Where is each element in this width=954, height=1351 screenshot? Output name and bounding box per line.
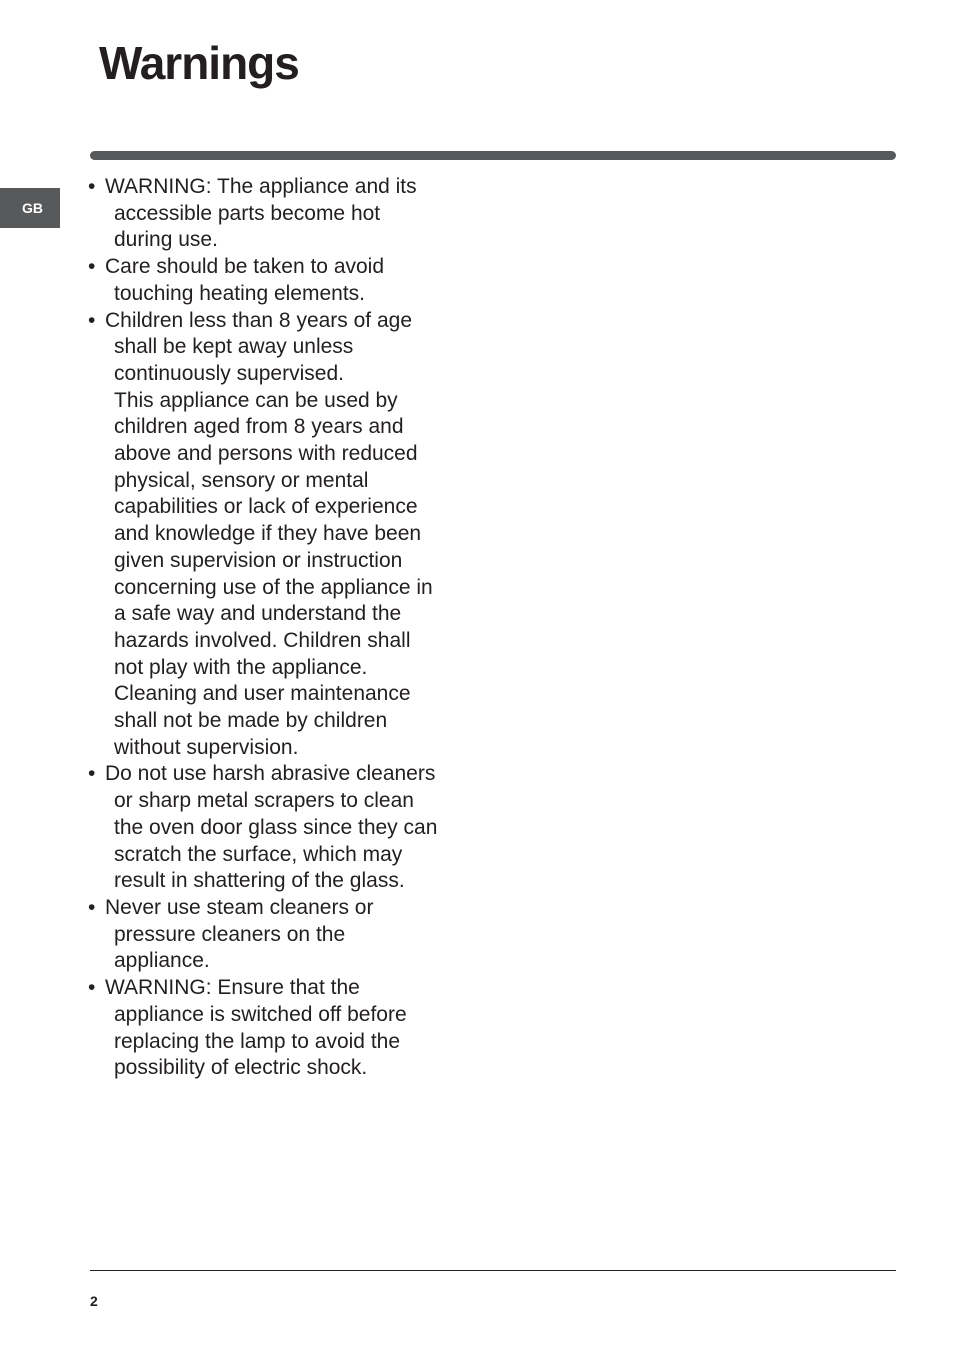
bullet-icon: • [88, 175, 96, 198]
bullet-icon: • [88, 255, 96, 279]
warning-line: replacing the lamp to avoid the [114, 1029, 401, 1053]
warning-item [88, 895, 468, 975]
warning-line: or sharp metal scrapers to clean [114, 789, 414, 813]
footer-divider [90, 1270, 896, 1271]
bullet-icon: • [88, 762, 96, 786]
warning-line: a safe way and understand the [114, 602, 402, 626]
warning-line: WARNING: The appliance and its [105, 175, 417, 198]
page-number: 2 [90, 1293, 98, 1309]
warning-line: WARNING: Ensure that the [105, 976, 360, 1000]
warning-line: without supervision. [114, 735, 299, 759]
warning-line: children aged from 8 years and [114, 415, 404, 439]
warnings-list [88, 174, 468, 1082]
warning-line: Children less than 8 years of age [105, 308, 413, 332]
warning-line: pressure cleaners on the [114, 922, 346, 946]
warning-line: the oven door glass since they can [114, 815, 438, 839]
bullet-icon: • [88, 895, 96, 919]
warning-line: appliance. [114, 949, 210, 973]
warning-line: accessible parts become hot [114, 201, 381, 225]
warning-line: shall be kept away unless [114, 335, 354, 359]
warning-line: scratch the surface, which may [114, 842, 403, 866]
warning-line: appliance is switched off before [114, 1002, 407, 1026]
warning-item [88, 761, 468, 895]
warning-line: Never use steam cleaners or [105, 895, 374, 919]
warning-line: above and persons with reduced [114, 442, 418, 466]
warning-line: Do not use harsh abrasive cleaners [105, 762, 436, 786]
warning-item [88, 174, 468, 254]
warning-line: Cleaning and user maintenance [114, 682, 411, 706]
warning-item [88, 975, 468, 1082]
language-tab: GB [0, 188, 60, 228]
warning-line: touching heating elements. [114, 281, 366, 305]
warning-line: capabilities or lack of experience [114, 495, 418, 519]
warning-line: concerning use of the appliance in [114, 575, 433, 599]
page-title: Warnings [99, 37, 299, 89]
warning-item [88, 254, 468, 307]
warning-line: hazards involved. Children shall [114, 628, 411, 652]
warning-line: not play with the appliance. [114, 655, 368, 679]
warning-item [88, 308, 468, 762]
warning-line: result in shattering of the glass. [114, 869, 405, 893]
header-divider [90, 151, 896, 160]
warning-line: during use. [114, 228, 218, 252]
warning-line: and knowledge if they have been [114, 522, 422, 546]
warning-line: shall not be made by children [114, 709, 388, 733]
warning-line: physical, sensory or mental [114, 468, 369, 492]
warning-line: This appliance can be used by [114, 388, 398, 412]
bullet-icon: • [88, 976, 96, 1000]
warning-line: possibility of electric shock. [114, 1056, 368, 1080]
bullet-icon: • [88, 308, 96, 332]
warning-line: continuously supervised. [114, 361, 344, 385]
warning-line: Care should be taken to avoid [105, 255, 385, 279]
warning-line: given supervision or instruction [114, 548, 403, 572]
